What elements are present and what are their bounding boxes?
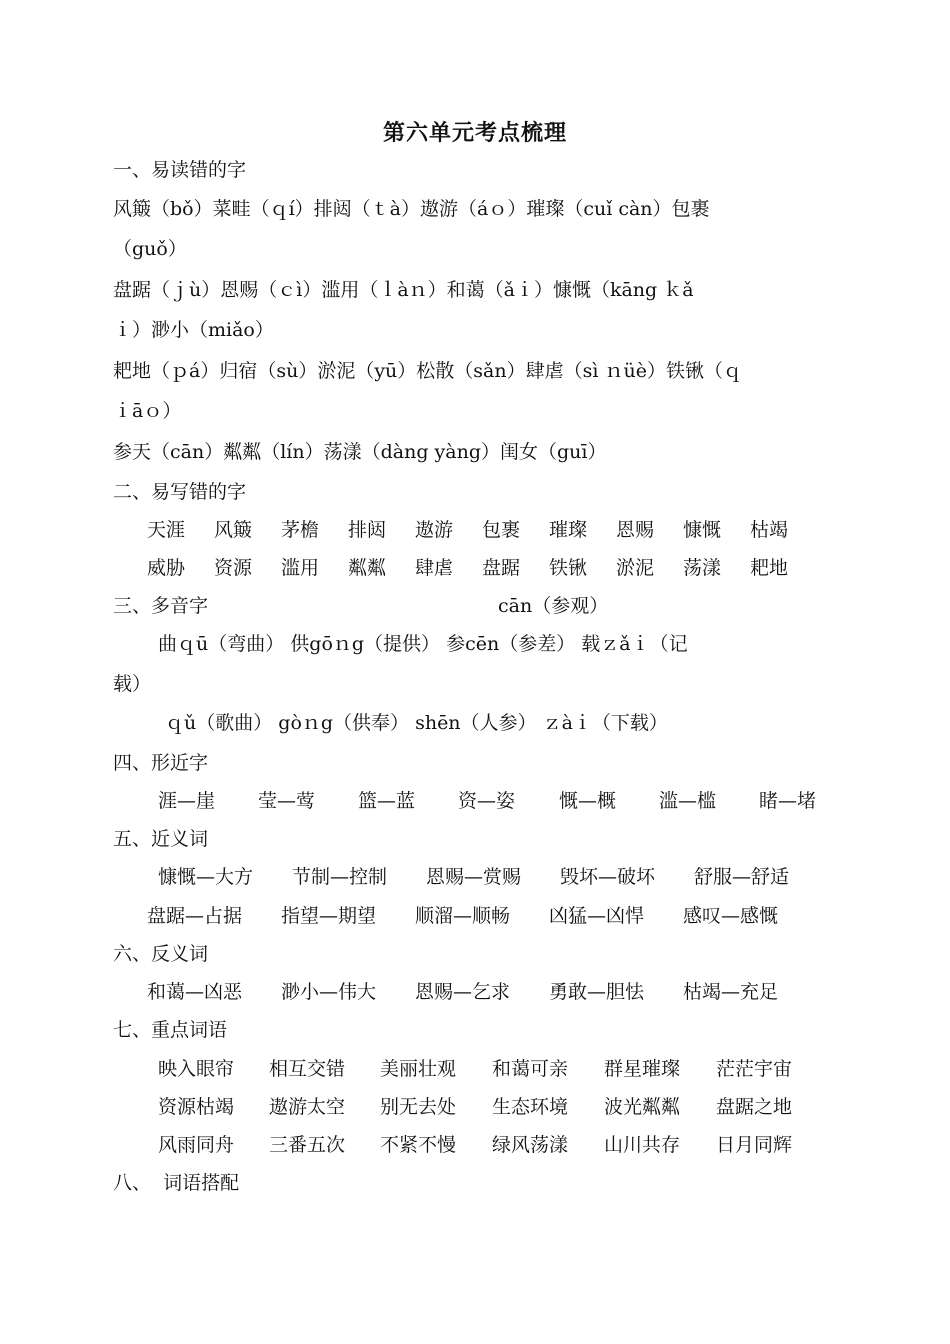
s1-line-4: ｉ）渺小（miǎo） bbox=[113, 319, 274, 341]
idiom: 别无去处 bbox=[380, 1096, 457, 1118]
word-pair: 恩赐—赏赐 bbox=[426, 866, 522, 888]
section-2-heading: 二、易写错的字 bbox=[113, 481, 247, 503]
word: 风簸 bbox=[214, 519, 253, 541]
idiom: 和蔼可亲 bbox=[492, 1058, 569, 1080]
word-pair: 和蔼—凶恶 bbox=[147, 981, 243, 1003]
word: 天涯 bbox=[147, 519, 186, 541]
word: 盘踞 bbox=[482, 557, 521, 579]
section-4-heading: 四、形近字 bbox=[113, 752, 209, 774]
idiom: 日月同辉 bbox=[716, 1134, 793, 1156]
word-pair: 慨—概 bbox=[559, 790, 617, 812]
word-pair: 指望—期望 bbox=[281, 905, 377, 927]
word-pair: 枯竭—充足 bbox=[683, 981, 779, 1003]
word-pair: 勇敢—胆怯 bbox=[549, 981, 645, 1003]
word: 肆虐 bbox=[415, 557, 454, 579]
idiom: 盘踞之地 bbox=[716, 1096, 793, 1118]
s3-top-note: cān（参观） bbox=[498, 595, 609, 617]
word-pair: 资—姿 bbox=[458, 790, 516, 812]
idiom: 波光粼粼 bbox=[604, 1096, 681, 1118]
word: 璀璨 bbox=[549, 519, 588, 541]
idiom: 不紧不慢 bbox=[380, 1134, 457, 1156]
word-pair: 感叹—感慨 bbox=[683, 905, 779, 927]
word: 恩赐 bbox=[616, 519, 655, 541]
word-pair: 舒服—舒适 bbox=[694, 866, 790, 888]
word: 淤泥 bbox=[616, 557, 655, 579]
s1-line-7: 参天（cān）粼粼（lín）荡漾（dàng yàng）闺女（guī） bbox=[113, 441, 607, 463]
idiom: 遨游太空 bbox=[269, 1096, 346, 1118]
word: 威胁 bbox=[147, 557, 186, 579]
word: 资源 bbox=[214, 557, 253, 579]
idiom: 群星璀璨 bbox=[604, 1058, 681, 1080]
word-pair: 莹—莺 bbox=[258, 790, 316, 812]
word: 遨游 bbox=[415, 519, 454, 541]
word-pair: 慷慨—大方 bbox=[158, 866, 254, 888]
idiom: 风雨同舟 bbox=[158, 1134, 235, 1156]
word: 包裹 bbox=[482, 519, 521, 541]
section-5-heading: 五、近义词 bbox=[113, 828, 209, 850]
word-pair: 篮—蓝 bbox=[358, 790, 416, 812]
word-pair: 渺小—伟大 bbox=[281, 981, 377, 1003]
s3-line-2: ｑǔ（歌曲） gòｎg（供奉） shēn（人参） ｚàｉ（下载） bbox=[165, 712, 668, 734]
section-1-heading: 一、易读错的字 bbox=[113, 159, 247, 181]
idiom: 生态环境 bbox=[492, 1096, 569, 1118]
s1-line-2: （guǒ） bbox=[113, 238, 187, 260]
word: 茅檐 bbox=[281, 519, 320, 541]
word: 排闼 bbox=[348, 519, 387, 541]
section-8-heading: 八、 词语搭配 bbox=[113, 1172, 240, 1194]
idiom: 山川共存 bbox=[604, 1134, 681, 1156]
word: 粼粼 bbox=[348, 557, 387, 579]
page-title: 第六单元考点梳理 bbox=[382, 120, 567, 146]
word-pair: 节制—控制 bbox=[292, 866, 388, 888]
word-pair: 毁坏—破坏 bbox=[560, 866, 656, 888]
s1-line-5: 耙地（ｐá）归宿（sù）淤泥（yū）松散（sǎn）肆虐（sì ｎüè）铁锹（ｑ bbox=[113, 360, 742, 382]
word-pair: 盘踞—占据 bbox=[147, 905, 243, 927]
word: 耙地 bbox=[750, 557, 789, 579]
word: 铁锹 bbox=[549, 557, 588, 579]
s3-line-1-cont: 载） bbox=[113, 673, 152, 695]
idiom: 三番五次 bbox=[269, 1134, 346, 1156]
s1-line-1: 风簸（bǒ）菜畦（ｑí）排闼（ｔà）遨游（áｏ）璀璨（cuǐ càn）包裹 bbox=[113, 198, 710, 220]
word: 慷慨 bbox=[683, 519, 722, 541]
idiom: 映入眼帘 bbox=[158, 1058, 235, 1080]
word-pair: 恩赐—乞求 bbox=[415, 981, 511, 1003]
word-pair: 涯—崖 bbox=[158, 790, 216, 812]
section-7-heading: 七、重点词语 bbox=[113, 1019, 228, 1041]
word: 荡漾 bbox=[683, 557, 722, 579]
idiom: 绿风荡漾 bbox=[492, 1134, 569, 1156]
idiom: 茫茫宇宙 bbox=[716, 1058, 793, 1080]
section-3-heading: 三、多音字 bbox=[113, 595, 209, 617]
idiom: 相互交错 bbox=[269, 1058, 346, 1080]
word-pair: 顺溜—顺畅 bbox=[415, 905, 511, 927]
word-pair: 凶猛—凶悍 bbox=[549, 905, 645, 927]
idiom: 资源枯竭 bbox=[158, 1096, 235, 1118]
word: 滥用 bbox=[281, 557, 320, 579]
s3-line-1: 曲ｑū（弯曲） 供gōｎg（提供） 参cēn（参差） 载ｚǎｉ（记 bbox=[158, 633, 688, 655]
s1-line-3: 盘踞（ｊù）恩赐（ｃì）滥用（ｌàｎ）和蔼（ǎｉ）慷慨（kāng ｋǎ bbox=[113, 279, 694, 301]
section-6-heading: 六、反义词 bbox=[113, 943, 209, 965]
word-pair: 滥—槛 bbox=[659, 790, 717, 812]
word-pair: 睹—堵 bbox=[759, 790, 817, 812]
s1-line-6: ｉāｏ） bbox=[113, 400, 182, 422]
idiom: 美丽壮观 bbox=[380, 1058, 457, 1080]
word: 枯竭 bbox=[750, 519, 789, 541]
